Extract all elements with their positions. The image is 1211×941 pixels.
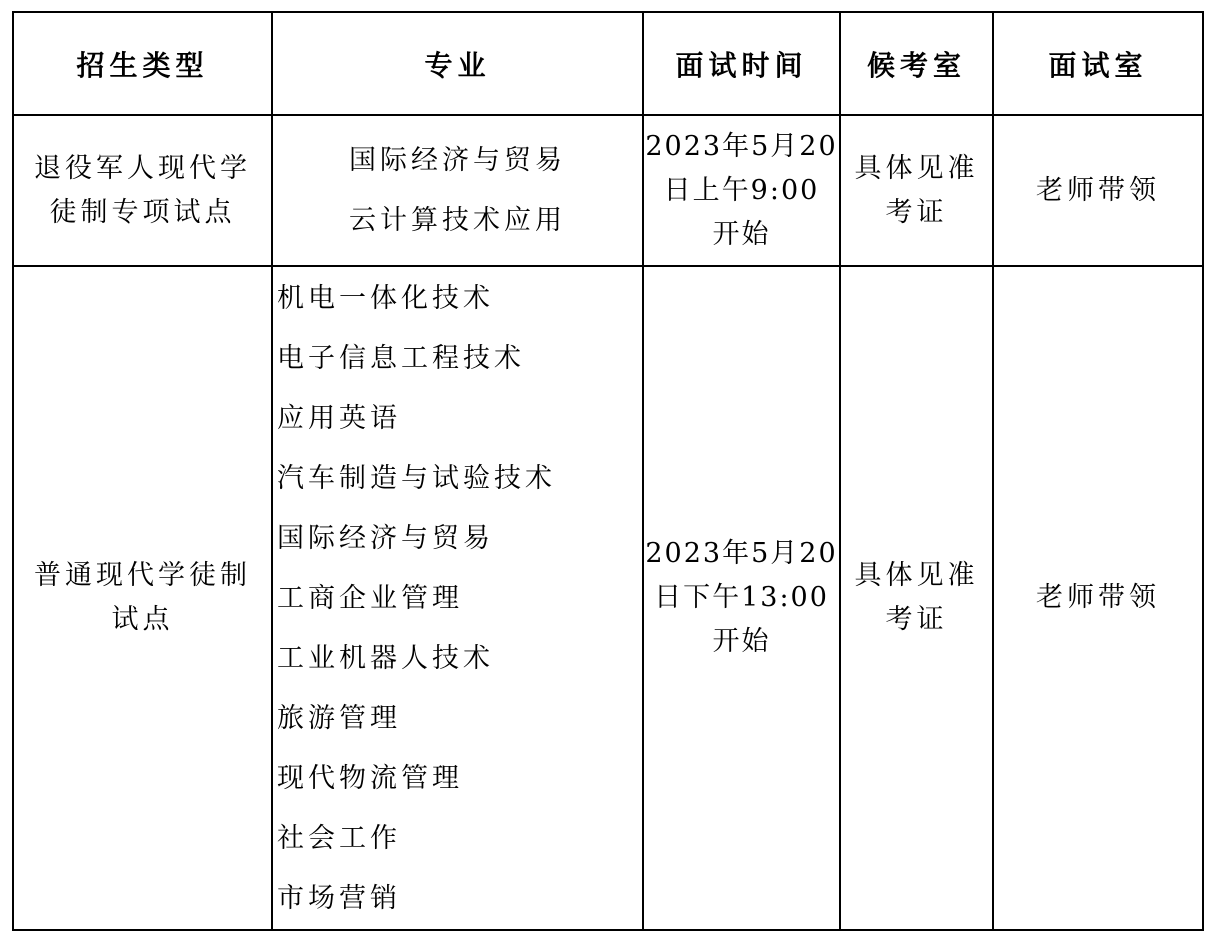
enrollment-type-line: 普通现代学徒制 bbox=[34, 560, 251, 591]
interview-time-line: 日上午9:00 bbox=[663, 174, 820, 206]
interview-room-cell: 老师带领 bbox=[993, 115, 1203, 266]
major-item: 工商企业管理 bbox=[277, 583, 463, 614]
interview-time-cell bbox=[643, 115, 840, 266]
major-item: 应用英语 bbox=[277, 403, 401, 434]
major-item: 国际经济与贸易 bbox=[349, 144, 566, 176]
major-item: 社会工作 bbox=[277, 823, 401, 854]
major-item: 汽车制造与试验技术 bbox=[277, 463, 556, 494]
interview-time-line: 日下午13:00 bbox=[654, 582, 829, 613]
interview-time-line: 2023年5月20 bbox=[645, 538, 838, 569]
waiting-room-cell bbox=[840, 266, 993, 930]
major-item: 旅游管理 bbox=[277, 703, 401, 734]
table-row bbox=[13, 115, 1203, 266]
major-item: 机电一体化技术 bbox=[277, 283, 494, 314]
waiting-room-line: 具体见准 bbox=[854, 152, 979, 184]
major-item: 国际经济与贸易 bbox=[277, 523, 494, 554]
waiting-room-line: 考证 bbox=[885, 196, 948, 228]
waiting-room-line: 具体见准 bbox=[854, 560, 979, 591]
interview-time-line: 开始 bbox=[712, 218, 771, 250]
waiting-room-cell bbox=[840, 115, 993, 266]
table-row bbox=[13, 266, 1203, 930]
header-interview-time: 面试时间 bbox=[643, 12, 840, 115]
interview-time-line: 2023年5月20 bbox=[645, 130, 838, 162]
majors-cell bbox=[272, 115, 643, 266]
interview-schedule-table bbox=[12, 11, 1204, 931]
major-item: 电子信息工程技术 bbox=[277, 343, 525, 374]
major-item: 工业机器人技术 bbox=[277, 643, 494, 674]
major-item: 云计算技术应用 bbox=[349, 204, 566, 236]
interview-time-cell bbox=[643, 266, 840, 930]
enrollment-type-line: 退役军人现代学 bbox=[34, 152, 251, 184]
interview-room-cell: 老师带领 bbox=[993, 266, 1203, 930]
header-major: 专业 bbox=[272, 12, 643, 115]
waiting-room-line: 考证 bbox=[885, 604, 948, 635]
header-enrollment-type: 招生类型 bbox=[13, 12, 272, 115]
enrollment-type-cell bbox=[13, 266, 272, 930]
enrollment-type-line: 试点 bbox=[111, 604, 174, 635]
interview-time-line: 开始 bbox=[712, 626, 771, 657]
header-waiting-room: 候考室 bbox=[840, 12, 993, 115]
header-row bbox=[13, 12, 1203, 115]
enrollment-type-cell bbox=[13, 115, 272, 266]
major-item: 市场营销 bbox=[277, 883, 401, 914]
majors-cell bbox=[272, 266, 643, 930]
header-interview-room: 面试室 bbox=[993, 12, 1203, 115]
enrollment-type-line: 徒制专项试点 bbox=[49, 196, 236, 228]
major-item: 现代物流管理 bbox=[277, 763, 463, 794]
